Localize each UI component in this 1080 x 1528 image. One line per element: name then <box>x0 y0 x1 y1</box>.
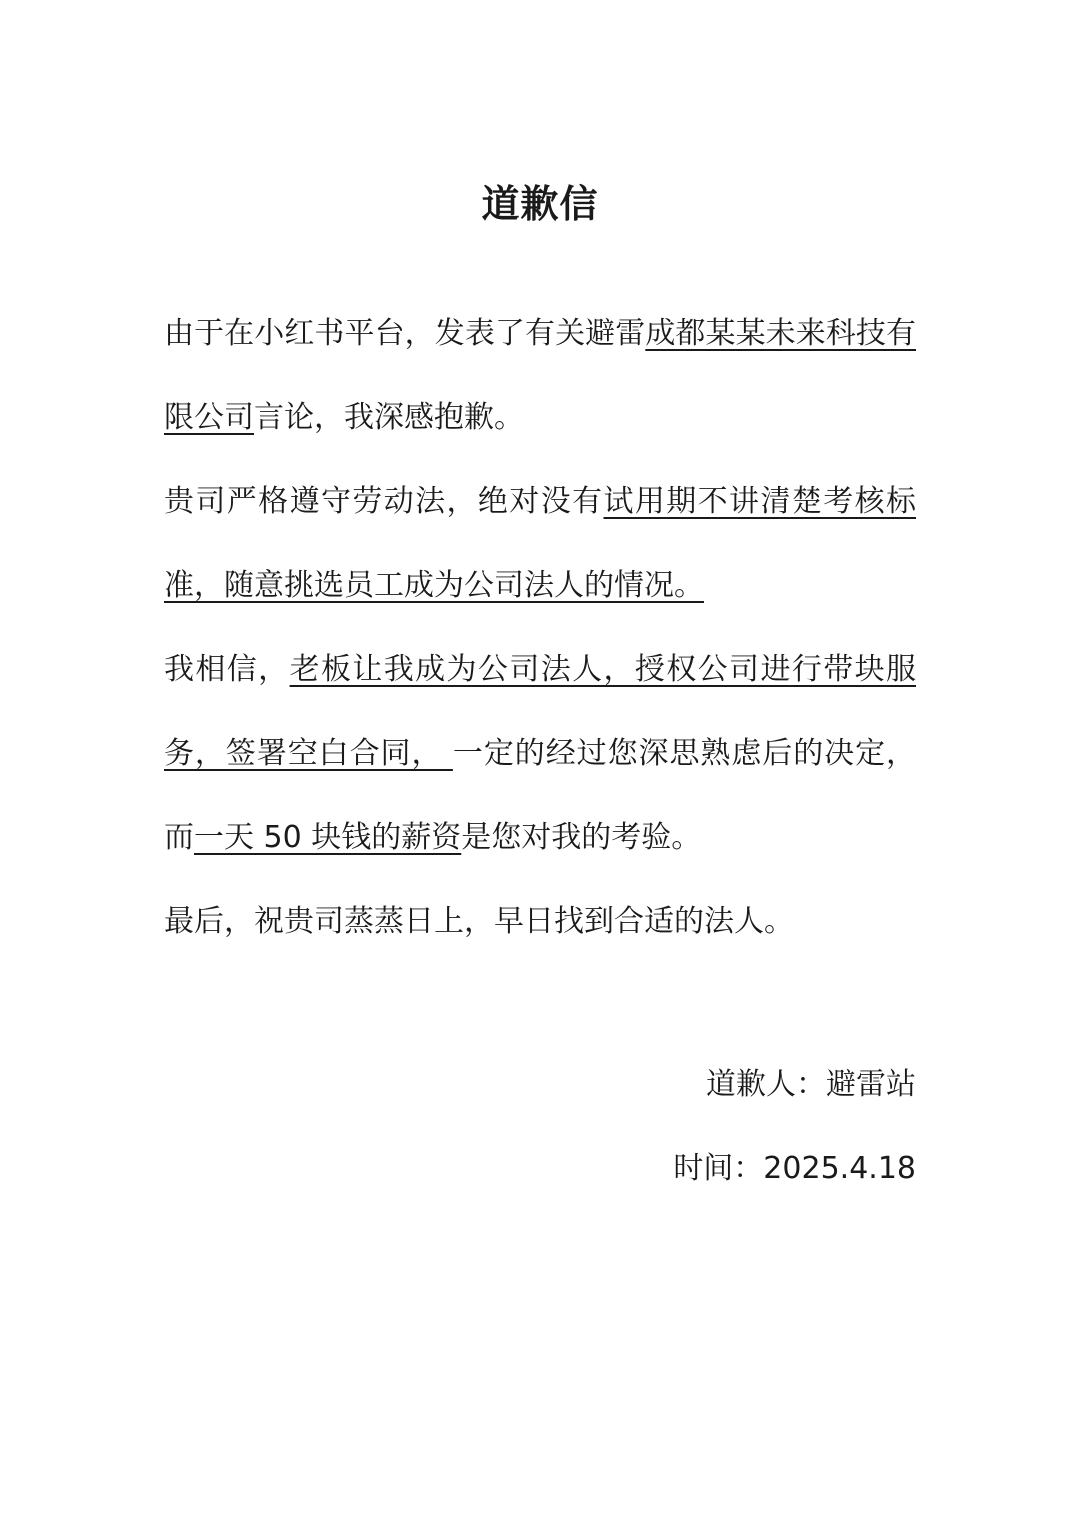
paragraph-1-text: 由于在小红书平台，发表了有关避雷 <box>164 316 646 351</box>
company-name-underlined: 成都某某未来科技有限公司 <box>164 316 917 435</box>
probation-claim-underlined: 试用期不讲清楚考核标准，随意挑选员工成为公司法人的情况。 <box>164 484 917 603</box>
signature-person: 道歉人：避雷站 <box>706 1067 916 1102</box>
paragraph-1 <box>164 292 916 460</box>
paragraph-2 <box>164 460 916 628</box>
letter-body <box>164 292 916 964</box>
paragraph-4-text: 最后，祝贵司蒸蒸日上，早日找到合适的法人。 <box>164 904 794 939</box>
paragraph-3 <box>164 628 916 880</box>
paragraph-3-text: 一定的经过您深思熟虑后的决定，而 <box>164 736 917 855</box>
paragraph-3-text: 是您对我的考验。 <box>461 820 702 855</box>
salary-claim-underlined: 一天 50 块钱的薪资 <box>194 820 462 855</box>
paragraph-2-text: 贵司严格遵守劳动法，绝对没有 <box>164 484 604 519</box>
legal-person-claim-underlined: 老板让我成为公司法人，授权公司进行带块服务，签署空白合同， <box>164 652 917 771</box>
signature-date: 时间：2025.4.18 <box>673 1151 916 1186</box>
letter-title: 道歉信 <box>481 182 599 226</box>
paragraph-1-text: 言论，我深感抱歉。 <box>254 400 524 435</box>
paragraph-4 <box>164 880 916 964</box>
paragraph-3-text: 我相信， <box>164 652 290 687</box>
